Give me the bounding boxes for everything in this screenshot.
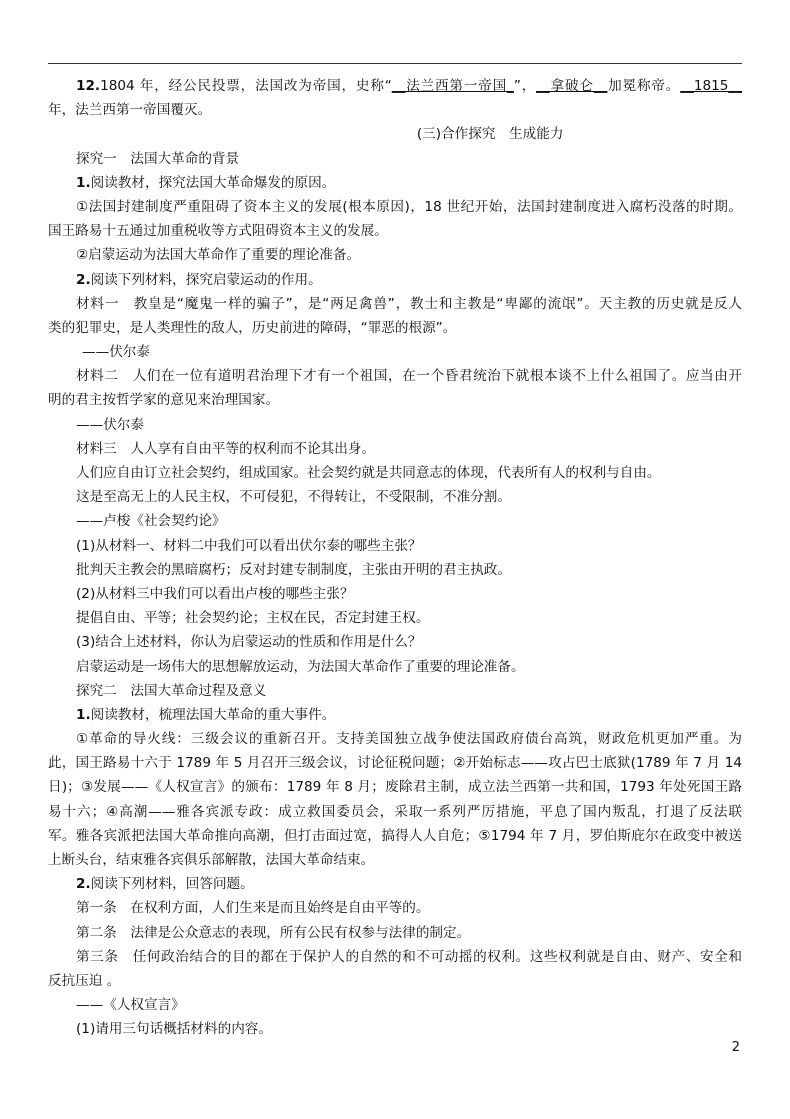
text-run: 易十六；④高潮——雅各宾派专政：成立救国委员会，采取一系列严厉措施，平息了国内叛乱，打退了反法联 <box>48 803 742 820</box>
text-run: 探究一 法国大革命的背景 <box>76 150 240 167</box>
text-run: 1804 年，经公民投票，法国改为帝国，史称“ <box>100 78 392 94</box>
text-line <box>48 945 742 969</box>
text-run: ①法国封建制度严重阻碍了资本主义的发展(根本原因)，18 世纪开始，法国封建制度进入腐朽没落的时期。 <box>76 198 742 215</box>
text-line <box>48 993 742 1017</box>
text-line <box>48 969 742 993</box>
text-run: 国王路易十五通过加重税收等方式阻碍资本主义的发展。 <box>48 223 388 240</box>
text-line <box>48 292 742 316</box>
text-line <box>48 775 742 799</box>
text-line <box>48 630 742 654</box>
text-line <box>48 921 742 945</box>
text-line <box>48 558 742 582</box>
text-line <box>48 848 742 872</box>
text-run: 类的犯罪史，是人类理性的敌人，历史前进的障碍，“罪恶的根源”。 <box>48 319 457 336</box>
text-line <box>48 606 742 630</box>
text-line <box>48 703 742 727</box>
text-run: 上断头台，结束雅各宾俱乐部解散，法国大革命结束。 <box>48 852 375 868</box>
text-run: 阅读教材，探究法国大革命爆发的原因。 <box>90 174 336 191</box>
text-run: ——《人权宣言》 <box>76 997 185 1014</box>
text-run: ”， <box>513 78 537 94</box>
text-line <box>48 485 742 509</box>
text-run: ——伏尔泰 <box>82 344 150 361</box>
document-body <box>48 74 742 1042</box>
text-line <box>48 679 742 703</box>
text-line <box>48 364 742 388</box>
text-run: 阅读下列材料，回答问题。 <box>90 876 254 893</box>
text-line <box>48 461 742 485</box>
text-run: ——卢梭《社会契约论》 <box>76 513 226 530</box>
text-run: 年，法兰西第一帝国覆灭。 <box>48 102 212 119</box>
text-line <box>48 727 742 751</box>
text-line <box>48 195 742 219</box>
text-run: 提倡自由、平等；社会契约论；主权在民，否定封建王权。 <box>76 610 430 627</box>
text-line <box>48 824 742 848</box>
text-line <box>48 509 742 533</box>
text-line <box>48 388 742 412</box>
text-line <box>48 1017 742 1041</box>
text-run: 加冕称帝。 <box>607 78 681 94</box>
text-line <box>48 800 742 824</box>
text-run: 阅读下列材料，探究启蒙运动的作用。 <box>90 271 322 288</box>
text-run: 批判天主教会的黑暗腐朽；反对封建专制制度，主张由开明的君主执政。 <box>76 561 511 578</box>
text-run: 1. <box>76 706 91 723</box>
text-run: ②启蒙运动为法国大革命作了重要的理论准备。 <box>76 247 361 264</box>
text-run: (1)请用三句话概括材料的内容。 <box>76 1021 272 1038</box>
text-run: 第三条 任何政治结合的目的都在于保护人的自然的和不可动摇的权利。这些权利就是自由、财产、安全和 <box>76 948 742 965</box>
text-run: 军。雅各宾派把法国大革命推向高潮，但打击面过宽，搞得人人自危；⑤1794 年 7 月，罗伯斯庇尔在政变中被送 <box>48 827 742 844</box>
text-line <box>48 122 742 146</box>
answer-blank: __1815__ <box>680 78 742 94</box>
text-run: 材料二 人们在一位有道明君治理下才有一个祖国，在一个昏君统治下就根本谈不上什么祖国了。应当由开 <box>76 368 742 385</box>
text-run: (3)结合上述材料，你认为启蒙运动的性质和作用是什么？ <box>76 634 422 651</box>
text-line <box>48 340 742 364</box>
text-line <box>48 582 742 606</box>
text-line <box>48 751 742 775</box>
text-run: 1. <box>76 174 91 191</box>
text-run: 反抗压迫 。 <box>48 972 121 989</box>
text-line <box>48 268 742 292</box>
text-line <box>48 437 742 461</box>
text-run: 阅读教材，梳理法国大革命的重大事件。 <box>90 706 336 723</box>
text-run: 材料一 教皇是“魔鬼一样的骗子”，是“两足禽兽”，教士和主教是“卑鄙的流氓”。天主教的历史就是反人 <box>76 295 742 312</box>
text-run: 材料三 人人享有自由平等的权利而不论其出身。 <box>76 440 376 457</box>
text-line <box>48 534 742 558</box>
text-line <box>48 98 742 122</box>
text-line <box>48 896 742 920</box>
text-line <box>48 219 742 243</box>
text-line <box>48 413 742 437</box>
text-line <box>48 655 742 679</box>
text-run: (2)从材料三中我们可以看出卢梭的哪些主张？ <box>76 585 354 602</box>
text-line <box>48 316 742 340</box>
text-run: 2. <box>76 876 91 893</box>
text-run: (三)合作探究 生成能力 <box>226 126 564 143</box>
text-run: 日)；③发展——《人权宣言》的颁布：1789 年 8 月；废除君主制，成立法兰西第一共和国，1793 年处死国王路 <box>48 779 742 796</box>
text-run: 探究二 法国大革命过程及意义 <box>76 682 267 699</box>
header-rule <box>48 63 742 64</box>
answer-blank: __法兰西第一帝国_ <box>391 78 514 94</box>
text-run: 启蒙运动是一场伟大的思想解放运动，为法国大革命作了重要的理论准备。 <box>76 658 525 675</box>
text-run: (1)从材料一、材料二中我们可以看出伏尔泰的哪些主张？ <box>76 537 422 554</box>
text-run: 明的君主按哲学家的意见来治理国家。 <box>48 392 280 409</box>
text-run: 12. <box>76 78 101 94</box>
text-run: ①革命的导火线：三级会议的重新召开。支持美国独立战争使法国政府债台高筑，财政危机更加严重。为 <box>76 731 742 748</box>
text-run: 此，国王路易十六于 1789 年 5 月召开三级会议，讨论征税问题；②开始标志——攻占巴士底狱(1789 年 7 月 14 <box>48 755 742 772</box>
text-line <box>48 171 742 195</box>
text-run: ——伏尔泰 <box>76 416 144 433</box>
text-line <box>48 147 742 171</box>
text-run: 第一条 在权利方面，人们生来是而且始终是自由平等的。 <box>76 900 430 917</box>
answer-blank: __拿破仑__ <box>536 78 608 94</box>
text-line <box>48 243 742 267</box>
text-run: 人们应自由订立社会契约，组成国家。社会契约就是共同意志的体现，代表所有人的权利与自由。 <box>76 465 661 481</box>
text-line <box>48 872 742 896</box>
text-run: 这是至高无上的人民主权，不可侵犯，不得转让，不受限制，不准分割。 <box>76 489 511 506</box>
text-run: 第二条 法律是公众意志的表现，所有公民有权参与法律的制定。 <box>76 924 471 941</box>
page-number: 2 <box>731 1040 740 1055</box>
text-line <box>48 74 742 98</box>
text-run: 2. <box>76 271 91 288</box>
